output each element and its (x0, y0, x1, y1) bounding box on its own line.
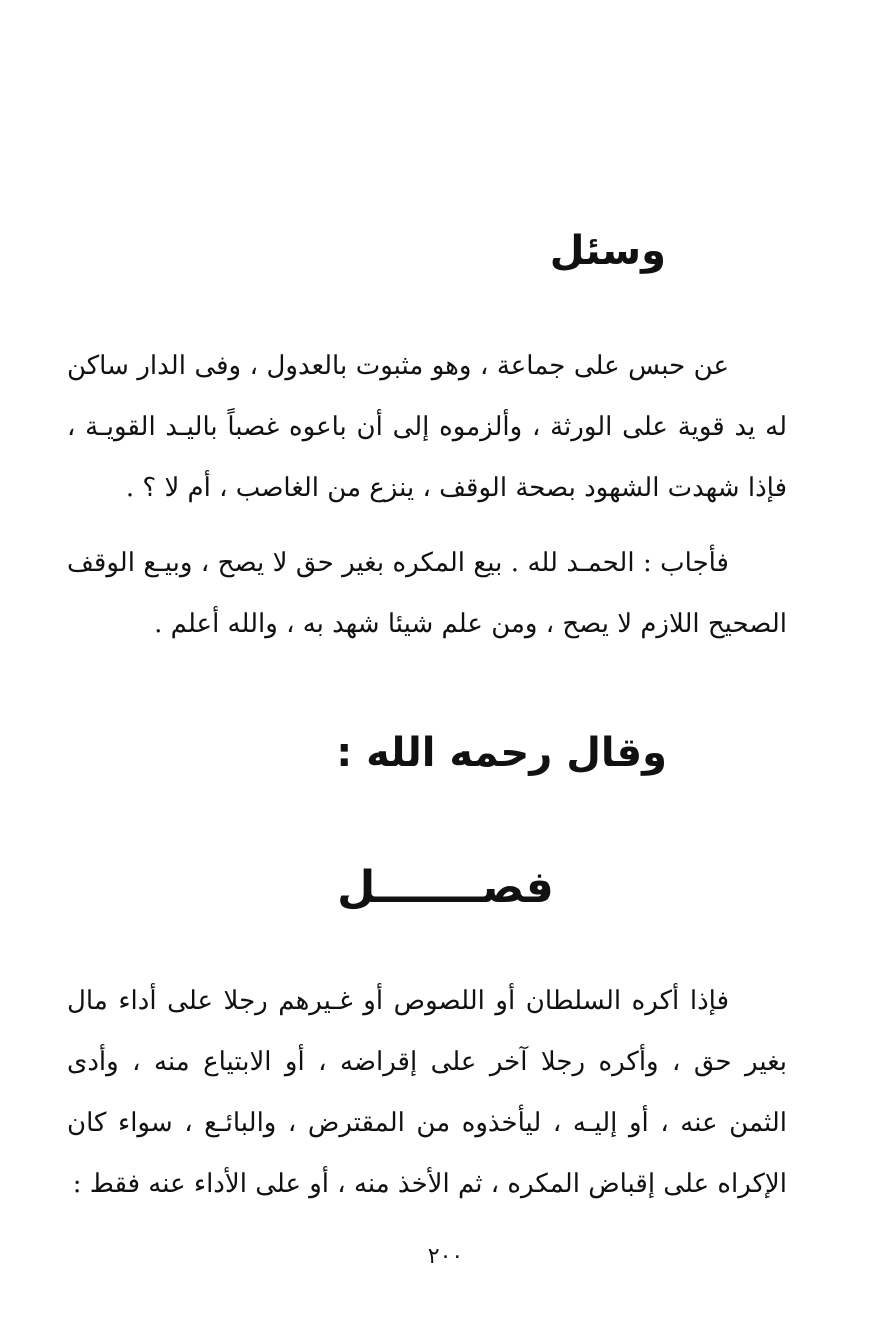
section-line-3: الثمن عنه ، أو إليـه ، ليأخذوه من المقترض ، والبائـع ، سواء كان (67, 1108, 787, 1138)
section-line-4: الإكراه على إقباض المكره ، ثم الأخذ منه ، أو على الأداء عنه فقط : (72, 1169, 787, 1199)
section-line-2: بغير حق ، وأكره رجلا آخر على إقراضه ، أو الابتياع منه ، وأدى (67, 1047, 787, 1077)
question-line-3: فإذا شهدت الشهود بصحة الوقف ، ينزع من الغاصب ، أم لا ؟ . (125, 473, 787, 503)
section-paragraph (67, 971, 787, 1215)
question-paragraph (67, 336, 787, 519)
said-heading: وقال رحمه الله : (336, 730, 667, 776)
question-heading: وسئل (549, 228, 666, 274)
page-number: ٢٠٠ (427, 1244, 464, 1269)
section-line-1: فإذا أكره السلطان أو اللصوص أو غـيرهم رجلا على أداء مال (67, 986, 729, 1016)
section-heading: فصـــــــل (337, 862, 554, 913)
answer-paragraph (67, 533, 787, 655)
question-line-1: عن حبس على جماعة ، وهو مثبوت بالعدول ، وفى الدار ساكن (67, 351, 729, 381)
question-line-2: له يد قوية على الورثة ، وألزموه إلى أن باعوه غصباً باليـد القويـة ، (67, 412, 787, 442)
answer-line-1: فأجاب : الحمـد لله . بيع المكره بغير حق لا يصح ، وبيـع الوقف (67, 548, 729, 578)
answer-line-2: الصحيح اللازم لا يصح ، ومن علم شيئا شهد به ، والله أعلم . (154, 609, 787, 639)
